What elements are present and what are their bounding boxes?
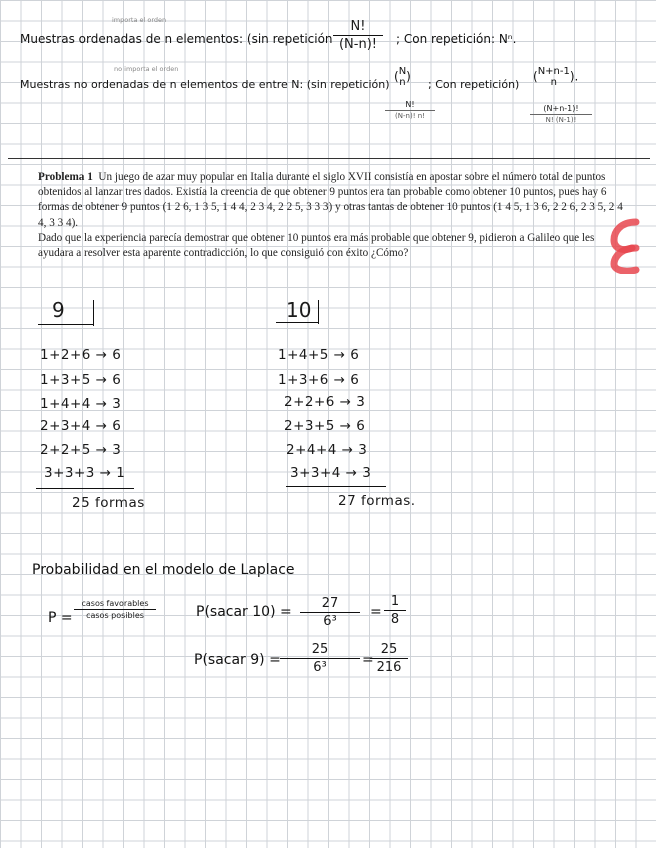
problem-label: Problema 1: [38, 171, 93, 183]
problem-text-2: Dado que la experiencia parecía demostrar que obtener 10 puntos era más probable que obtener 9, pidieron a Galileo que les ayudara a resolver esta aparente contradicción, lo que consiguió con éxito ¿Cómo?: [38, 231, 595, 260]
column-ten-box-side: [318, 300, 319, 324]
ten-row: 1+3+6 → 6: [278, 372, 360, 388]
p-nine-result-numerator: 25: [380, 642, 398, 657]
sub-fraction-2: [530, 104, 592, 124]
laplace-rule-bar: [74, 609, 156, 610]
p-ten-result-bar: [384, 610, 406, 611]
p-ten-result-numerator: 1: [390, 594, 400, 609]
p-ten-denominator: 6³: [323, 614, 337, 629]
column-nine-title: 9: [52, 298, 65, 322]
p-ten-label: P(sacar 10) =: [196, 604, 292, 620]
p-nine-bar: [280, 658, 360, 659]
section-divider: [8, 158, 650, 159]
ten-total: 27 formas.: [338, 493, 416, 509]
p-ten-fraction: [300, 596, 360, 629]
ten-row: 3+3+4 → 3: [290, 465, 372, 481]
nine-row: 1+2+6 → 6: [40, 347, 122, 363]
nine-row: 1+4+4 → 3: [40, 396, 122, 412]
column-ten-box-base: [276, 322, 319, 323]
binomial-1: (N n): [394, 66, 411, 88]
p-ten-bar: [300, 612, 360, 613]
note-line-1: Muestras ordenadas de n elementos: (sin repetición: [20, 32, 333, 46]
p-nine-result-denominator: 216: [376, 660, 402, 675]
ten-row: 2+3+5 → 6: [284, 418, 366, 434]
p-nine-numerator: 25: [311, 642, 329, 657]
p-ten-result-denominator: 8: [390, 612, 400, 627]
nine-row: 3+3+3 → 1: [44, 465, 126, 481]
column-nine-box-side: [93, 300, 94, 326]
annotation-no-importa-orden: no importa el orden: [114, 65, 179, 73]
p-ten-result: [384, 594, 406, 627]
p-nine-equals: =: [362, 652, 374, 668]
nine-sum-line: [36, 488, 134, 489]
binomial-1-bottom: n: [399, 77, 406, 88]
problem-statement: [38, 170, 624, 261]
sub-fraction-1: [385, 100, 435, 120]
column-nine-box-base: [38, 324, 94, 325]
laplace-rule-fraction: [74, 599, 156, 620]
sub-fraction-1-numerator: N!: [405, 100, 415, 109]
p-nine-result-bar: [370, 658, 408, 659]
laplace-heading: Probabilidad en el modelo de Laplace: [32, 562, 295, 578]
note-line-2: Muestras no ordenadas de n elementos de entre N: (sin repetición): [20, 78, 390, 91]
ten-sum-line: [286, 486, 386, 487]
laplace-rule-denominator: casos posibles: [86, 611, 144, 620]
p-ten-equals: =: [370, 604, 382, 620]
fraction-numerator: N!: [350, 19, 366, 34]
p-nine-denominator: 6³: [313, 660, 327, 675]
p-ten-numerator: 27: [321, 596, 339, 611]
nine-row: 1+3+5 → 6: [40, 372, 122, 388]
sub-fraction-2-numerator: (N+n-1)!: [543, 104, 579, 113]
ten-row: 2+2+6 → 3: [284, 394, 366, 410]
p-nine-fraction: [280, 642, 360, 675]
binomial-2: (N+n-1 n ).: [533, 66, 579, 88]
logo-icon: [610, 218, 640, 274]
binomial-1-top: N: [398, 66, 407, 77]
p-nine-label: P(sacar 9) =: [194, 652, 281, 668]
p-nine-result: [370, 642, 408, 675]
fraction-denominator: (N-n)!: [338, 37, 377, 52]
ten-row: 1+4+5 → 6: [278, 347, 360, 363]
nine-total: 25 formas: [72, 495, 145, 511]
binomial-2-top: N+n-1: [537, 66, 570, 77]
note-line-1-tail: ; Con repetición: Nⁿ.: [396, 32, 517, 46]
fraction-bar: [333, 35, 383, 36]
fraction-variations: [333, 19, 383, 52]
sub-fraction-1-denominator: (N-n)! n!: [395, 112, 425, 120]
note-line-2-middle: ; Con repetición): [428, 78, 520, 91]
nine-row: 2+3+4 → 6: [40, 418, 122, 434]
annotation-importa-orden: importa el orden: [112, 16, 167, 24]
p-label: P =: [48, 610, 73, 626]
sub-fraction-2-bar: [530, 114, 592, 115]
binomial-2-bottom: n: [550, 77, 557, 88]
column-ten-title: 10: [286, 298, 312, 322]
problem-text: Un juego de azar muy popular en Italia durante el siglo XVII consistía en apostar sobre el número total de puntos obtenidos al lanzar tres dados. Existía la creencia de que obtener 9 puntos era tan probable como obtener 10 puntos, pues hay 6 formas de obtener 9 puntos (1 2 6, 1 3 5, 1 4 4, 2 3 4, 2 2 5, 3 3 3) y otras tantas de obtener 10 puntos (1 4 5, 1 3 6, 2 2 6, 2 3 5, 2 4 4, 3 3 4).: [38, 171, 623, 229]
nine-row: 2+2+5 → 3: [40, 442, 122, 458]
ten-row: 2+4+4 → 3: [286, 442, 368, 458]
laplace-rule-numerator: casos favorables: [81, 599, 149, 608]
sub-fraction-2-denominator: N! (N-1)!: [545, 116, 577, 124]
sub-fraction-1-bar: [385, 110, 435, 111]
